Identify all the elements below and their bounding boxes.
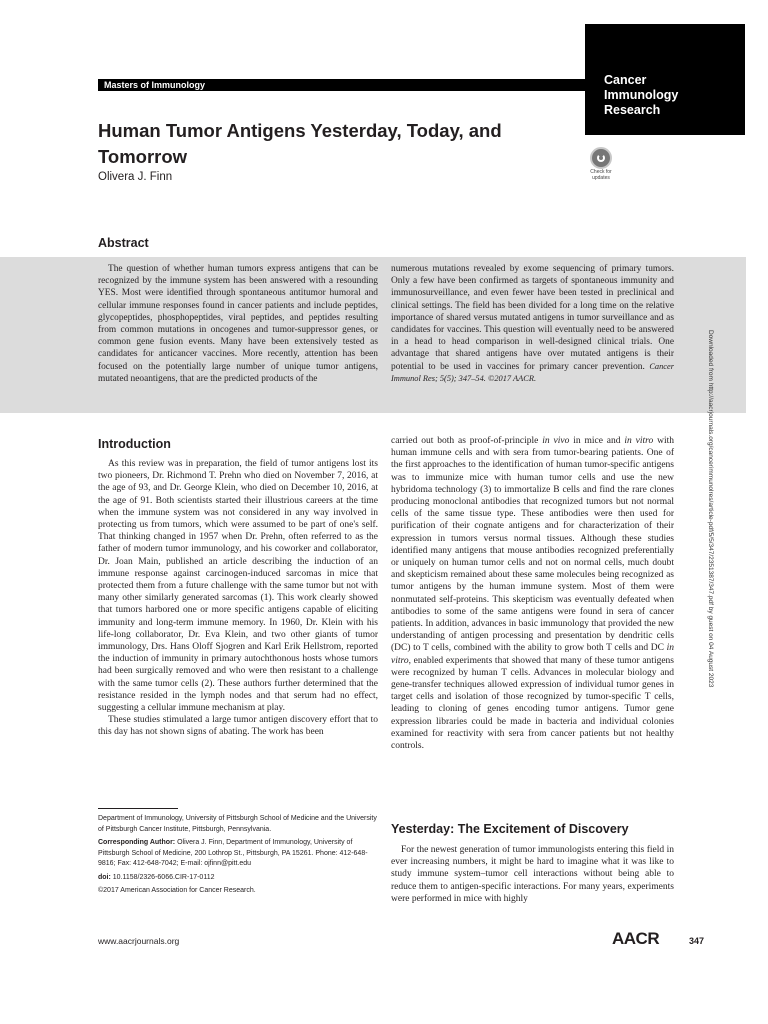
body-paragraph: As this review was in preparation, the field of tumor antigens lost its two pioneers, Dr. Richmond T. Prehn who died on November 7, 2016, at the age of 93, and Dr. George Klein, who died on December 10, 2016, at the age of 91. Both scientists started their illustrious careers at the time when the immune system was not considered in any way involved in protecting us from tumors, which were assumed to be part of one's self. That thinking changed in 1957 when Dr. Prehn, often referred to as the father of modern tumor immunology, and his coworker and collaborator, Dr. Joan Main, published an article describing the induction of an immune response against carcinogen-induced sarcomas in mice that protected them from a future challenge with the same tumor but not with many other similarly generated sarcomas (1). This work clearly showed that tumors harbored one or more specific antigens capable of eliciting immunity and long-term immune memory. In 1960, Dr. Klein with his life-long collaborator, Dr. Eva Klein, and two other giants of tumor immunology, Drs. Hans Oloff Sjogren and Karl Erik Hellstrom, reported the induction of immunity in primary autochthonous hosts whose tumors had been surgically removed and who were then resistant to a challenge with the same tumor cells (2). These authors further determined that the resistance resided in the lymph nodes and that serum had no effect, suggesting a cellular immune mechanism at play. — [98, 459, 378, 714]
abstract-citation: Cancer Immunol Res; 5(5); 347–54. ©2017 AACR. — [391, 361, 674, 383]
yesterday-column — [391, 844, 674, 905]
author-name: Olivera J. Finn — [98, 171, 173, 183]
corresponding-author-note: Corresponding Author: Olivera J. Finn, Department of Immunology, University of Pittsburgh School of Medicine, 200 Lothrop St., Pittsburgh, PA 15261. Phone: 412-648-9816; Fax: 412-648-7042; E-mail: ojfinn@pitt.edu — [98, 839, 368, 867]
footnote-divider — [98, 808, 178, 809]
article-title: Human Tumor Antigens Yesterday, Today, and Tomorrow — [98, 120, 502, 167]
body-paragraph: For the newest generation of tumor immunologists entering this field in ever increasing numbers, it might be hard to imagine what it was like to study immune system–tumor cell interactions without being able to reduce them to antigen-specific interactions. For many years, experiments were performed in mice with highly — [391, 845, 674, 904]
footnotes — [98, 814, 381, 900]
body-paragraph: These studies stimulated a large tumor antigen discovery effort that to this day has not shown signs of abating. The work has been — [98, 715, 378, 738]
introduction-left-column — [98, 458, 378, 739]
aacr-logo: AACR — [612, 929, 660, 948]
abstract-text-right — [391, 263, 674, 385]
introduction-right-column — [391, 435, 674, 752]
journal-name-line: Immunology — [604, 88, 679, 102]
download-note: Downloaded from http://aacrjournals.org/cancerimmunolres/article-pdf/5/5/347/2351387/347.pdf by guest on 04 August 2023 — [707, 330, 714, 688]
journal-name-line: Cancer — [604, 73, 647, 87]
check-for-updates-icon — [590, 147, 612, 169]
journal-url-link[interactable]: www.aacrjournals.org — [98, 936, 180, 946]
section-label: Masters of Immunology — [98, 79, 585, 91]
journal-name-block — [585, 24, 745, 135]
page-number: 347 — [689, 936, 705, 946]
journal-name-line: Research — [604, 103, 661, 117]
doi-note: doi: 10.1158/2326-6066.CIR-17-0112 — [98, 873, 215, 881]
affiliation-note: Department of Immunology, University of Pittsburgh School of Medicine and the University of Pittsburgh Cancer Institute, Pittsburgh, Pennsylvania. — [98, 815, 377, 833]
abstract-text-right-body: numerous mutations revealed by exome sequencing of primary tumors. Only a few have been confirmed as targets of spontaneous immunity and immunosurveillance, and even fewer have been tested in preclinical and clinical settings. The field has been divided for a long time on the relative importance of shared versus mutated antigens in tumor surveillance and as candidates for vaccines. This question will eventually need to be answered in a head to head comparison in well-designed clinical trials. One advantage that shared antigens have over mutated antigens is their potential to be used in vaccines for primary cancer prevention. — [391, 264, 674, 372]
abstract-text-left: The question of whether human tumors express antigens that can be recognized by the immune system has been answered with a resounding YES. Most were identified through spontaneous antitumor humoral and cellular immune responses found in cancer patients and include peptides, glycopeptides, phosphopeptides, viral peptides, and peptides resulting from common mutations in oncogenes and tumor-suppressor genes, or common gene fusion events. Many have been extensively tested as candidates for anticancer vaccines. More recently, attention has been focused on the potentially large number of unique tumor antigens, mutated neoantigens, that are the predicted products of the — [98, 264, 378, 384]
copyright-note: ©2017 American Association for Cancer Research. — [98, 887, 256, 894]
introduction-heading: Introduction — [98, 437, 171, 451]
check-for-updates-label: Check for updates — [590, 169, 612, 181]
abstract-heading: Abstract — [98, 236, 149, 250]
yesterday-heading: Yesterday: The Excitement of Discovery — [391, 822, 629, 836]
check-for-updates-link[interactable] — [585, 147, 617, 183]
body-paragraph-continued: carried out both as proof-of-principle in vivo in mice and in vitro with human immune cells and with sera from tumor-bearing patients. One of the first approaches to the identification of human tumor-specific antigens was to immunize mice with human tumor cells and use the new hybridoma technology (3) to immortalize B cells and find the rare clones producing monoclonal antibodies that recognized tumors but not normal cells of the same tissue type. These antibodies were then used for purification of their cognate antigens and for characterization of their expression in tumors versus normal tissues. Although these studies identified many antigens that mouse antibodies recognized preferentially or uniquely on human tumor cells and not on normal cells, much doubt and skepticism remained about these same molecules being recognized as tumor antigens by the human immune system. Most of them were nonmutated self-proteins. This skepticism was eventually defeated when antibodies to some of the same antigens were found in sera of cancer patients. In addition, advances in basic immunology that provided the new understanding of antigen processing and presentation by dendritic cells (DC) to T cells, combined with the ability to grow both T cells and DC in vitro, enabled experiments that showed that many of these tumor antigens were recognized by human T cells. Advances in molecular biology and gene-transfer techniques allowed expression of individual tumor genes in target cells and isolation of those recognized by tumor-specific T cells, leading to cloning of genes encoding tumor antigens. Tumor gene expression libraries could be made in bacteria and individual colonies examined for reactivity with sera from cancer patients but not healthy controls. — [391, 436, 674, 752]
